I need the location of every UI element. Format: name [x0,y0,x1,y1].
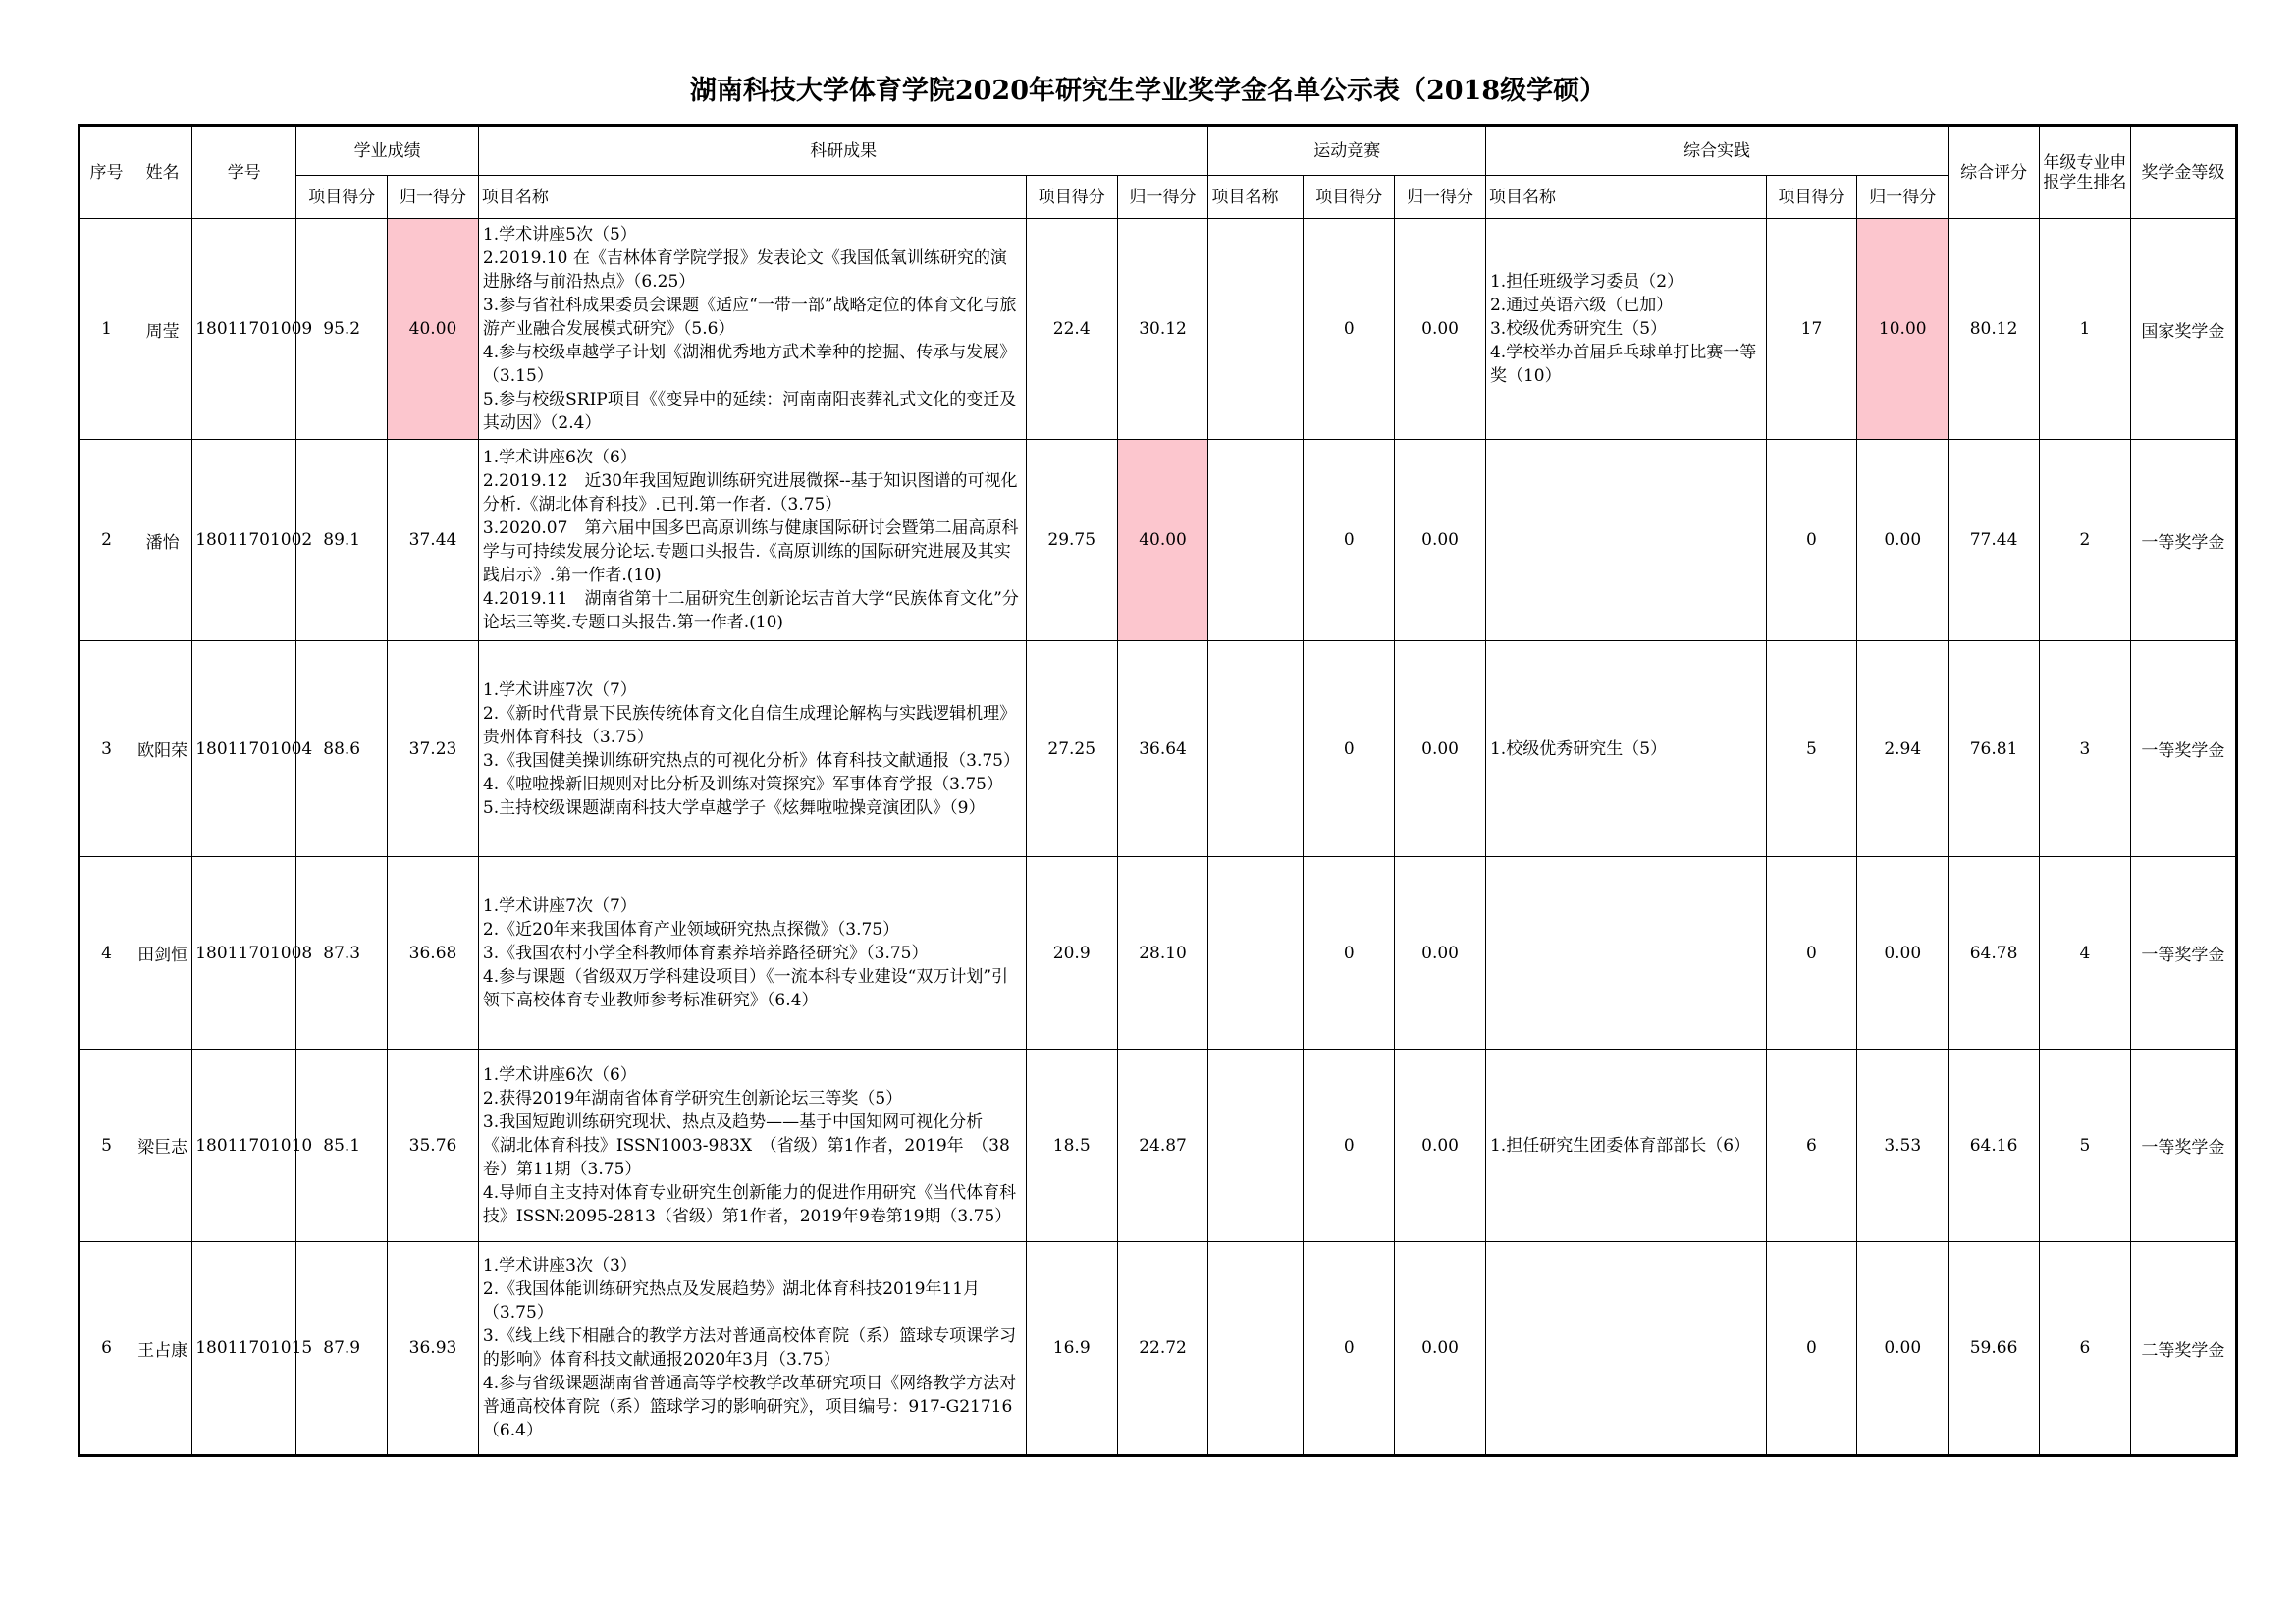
cell-id: 18011701009 [192,219,296,440]
header-res-norm: 归一得分 [1117,176,1208,219]
cell-prac-item: 17 [1766,219,1857,440]
cell-acad-item: 87.3 [296,857,388,1050]
cell-id: 18011701004 [192,641,296,857]
cell-acad-norm: 36.93 [388,1242,479,1456]
cell-level: 一等奖学金 [2130,857,2236,1050]
table-row [80,641,2237,857]
cell-total: 64.16 [1949,1050,2040,1242]
cell-level: 一等奖学金 [2130,440,2236,641]
cell-sport-norm: 0.00 [1395,641,1486,857]
table-row [80,1050,2237,1242]
header-acad-item: 项目得分 [296,176,388,219]
cell-sport-name [1208,641,1304,857]
cell-prac-norm: 0.00 [1857,857,1949,1050]
cell-acad-item: 95.2 [296,219,388,440]
cell-level: 二等奖学金 [2130,1242,2236,1456]
cell-level: 一等奖学金 [2130,1050,2236,1242]
cell-research-text: 1.学术讲座3次（3） 2.《我国体能训练研究热点及发展趋势》湖北体育科技2019年11月（3.75） 3.《线上线下相融合的教学方法对普通高校体育院（系）篮球专项课学习的影响》体育科技文献通报2020年3月（3.75） 4.参与省级课题湖南省普通高等学校教学改革研究项目《网络教学方法对普通高校体育院（系）篮球学习的影响研究》，项目编号：917-G21716（6.4） [478,1242,1026,1456]
cell-research-text: 1.学术讲座6次（6） 2.获得2019年湖南省体育学研究生创新论坛三等奖（5） 3.我国短跑训练研究现状、热点及趋势——基于中国知网可视化分析 《湖北体育科技》ISSN1003-983X （省级）第1作者，2019年 （38卷）第11期（3.75） 4.导师自主支持对体育专业研究生创新能力的促进作用研究《当代体育科技》ISSN:2095-2813（省级）第1作者，2019年9卷第19期（3.75） [478,1050,1026,1242]
cell-total: 76.81 [1949,641,2040,857]
cell-prac-item: 0 [1766,857,1857,1050]
cell-acad-norm: 35.76 [388,1050,479,1242]
cell-sport-norm: 0.00 [1395,219,1486,440]
cell-res-norm: 24.87 [1117,1050,1208,1242]
header-prac-item: 项目得分 [1766,176,1857,219]
page-title: 湖南科技大学体育学院2020年研究生学业奖学金名单公示表（2018级学硕） [689,76,1607,106]
cell-res-item: 16.9 [1026,1242,1117,1456]
cell-practice-text [1485,1242,1766,1456]
cell-total: 77.44 [1949,440,2040,641]
cell-prac-norm: 0.00 [1857,440,1949,641]
cell-prac-norm: 10.00 [1857,219,1949,440]
header-academic: 学业成绩 [296,126,479,176]
cell-sport-name [1208,1242,1304,1456]
header-prac-name: 项目名称 [1485,176,1766,219]
cell-sport-item: 0 [1304,1242,1395,1456]
cell-level: 一等奖学金 [2130,641,2236,857]
header-res-item: 项目得分 [1026,176,1117,219]
header-acad-norm: 归一得分 [388,176,479,219]
cell-prac-item: 5 [1766,641,1857,857]
cell-total: 59.66 [1949,1242,2040,1456]
cell-acad-item: 88.6 [296,641,388,857]
cell-name: 王占康 [133,1242,192,1456]
header-id: 学号 [192,126,296,219]
cell-prac-norm: 0.00 [1857,1242,1949,1456]
cell-seq: 6 [80,1242,133,1456]
cell-practice-text: 1.校级优秀研究生（5） [1485,641,1766,857]
cell-id: 18011701015 [192,1242,296,1456]
header-practice: 综合实践 [1485,126,1948,176]
cell-name: 欧阳荣 [133,641,192,857]
cell-rank: 5 [2039,1050,2130,1242]
header-sport-norm: 归一得分 [1395,176,1486,219]
cell-total: 64.78 [1949,857,2040,1050]
header-seq: 序号 [80,126,133,219]
cell-research-text: 1.学术讲座6次（6） 2.2019.12 近30年我国短跑训练研究进展微探--基于知识图谱的可视化分析.《湖北体育科技》.已刊.第一作者.（3.75） 3.2020.07 第六届中国多巴高原训练与健康国际研讨会暨第二届高原科学与可持续发展分论坛.专题口头报告.《高原训练的国际研究进展及其实践启示》.第一作者.(10) 4.2019.11 湖南省第十二届研究生创新论坛吉首大学“民族体育文化”分论坛三等奖.专题口头报告.第一作者.(10) [478,440,1026,641]
cell-res-item: 27.25 [1026,641,1117,857]
cell-sport-name [1208,1050,1304,1242]
cell-rank: 2 [2039,440,2130,641]
cell-id: 18011701010 [192,1050,296,1242]
header-res-name: 项目名称 [478,176,1026,219]
cell-acad-norm: 37.23 [388,641,479,857]
cell-res-item: 20.9 [1026,857,1117,1050]
cell-name: 潘怡 [133,440,192,641]
table-row [80,440,2237,641]
header-prac-norm: 归一得分 [1857,176,1949,219]
cell-acad-item: 85.1 [296,1050,388,1242]
cell-sport-item: 0 [1304,440,1395,641]
table-row [80,857,2237,1050]
cell-res-item: 29.75 [1026,440,1117,641]
scholarship-table [78,124,2238,1457]
cell-seq: 4 [80,857,133,1050]
cell-prac-norm: 3.53 [1857,1050,1949,1242]
cell-res-item: 18.5 [1026,1050,1117,1242]
cell-practice-text: 1.担任研究生团委体育部部长（6） [1485,1050,1766,1242]
cell-prac-item: 0 [1766,1242,1857,1456]
cell-prac-item: 0 [1766,440,1857,641]
header-research: 科研成果 [478,126,1208,176]
cell-res-norm: 30.12 [1117,219,1208,440]
cell-total: 80.12 [1949,219,2040,440]
cell-prac-item: 6 [1766,1050,1857,1242]
cell-name: 田剑恒 [133,857,192,1050]
cell-sport-name [1208,219,1304,440]
header-sports: 运动竞赛 [1208,126,1486,176]
cell-acad-norm: 36.68 [388,857,479,1050]
header-level: 奖学金等级 [2130,126,2236,219]
header-rank: 年级专业申报学生排名 [2039,126,2130,219]
header-total: 综合评分 [1949,126,2040,219]
header-sport-item: 项目得分 [1304,176,1395,219]
cell-name: 梁巨志 [133,1050,192,1242]
cell-seq: 5 [80,1050,133,1242]
cell-seq: 2 [80,440,133,641]
cell-practice-text: 1.担任班级学习委员（2） 2.通过英语六级（已加） 3.校级优秀研究生（5） 4.学校举办首届乒乓球单打比赛一等奖（10） [1485,219,1766,440]
cell-sport-norm: 0.00 [1395,1050,1486,1242]
cell-sport-norm: 0.00 [1395,857,1486,1050]
table-row [80,1242,2237,1456]
cell-sport-norm: 0.00 [1395,1242,1486,1456]
cell-level: 国家奖学金 [2130,219,2236,440]
cell-acad-norm: 40.00 [388,219,479,440]
cell-rank: 3 [2039,641,2130,857]
cell-rank: 6 [2039,1242,2130,1456]
cell-id: 18011701008 [192,857,296,1050]
cell-res-norm: 22.72 [1117,1242,1208,1456]
cell-rank: 4 [2039,857,2130,1050]
cell-practice-text [1485,857,1766,1050]
cell-name: 周莹 [133,219,192,440]
cell-acad-item: 87.9 [296,1242,388,1456]
cell-rank: 1 [2039,219,2130,440]
cell-research-text: 1.学术讲座5次（5） 2.2019.10 在《吉林体育学院学报》发表论文《我国低氧训练研究的演进脉络与前沿热点》（6.25） 3.参与省社科成果委员会课题《适应“一带一部”战略定位的体育文化与旅游产业融合发展模式研究》（5.6） 4.参与校级卓越学子计划《湖湘优秀地方武术拳种的挖掘、传承与发展》（3.15） 5.参与校级SRIP项目《《变异中的延续：河南南阳丧葬礼式文化的变迁及其动因》（2.4） [478,219,1026,440]
header-sport-name: 项目名称 [1208,176,1304,219]
cell-res-norm: 36.64 [1117,641,1208,857]
header-name: 姓名 [133,126,192,219]
cell-acad-item: 89.1 [296,440,388,641]
cell-sport-item: 0 [1304,1050,1395,1242]
cell-id: 18011701002 [192,440,296,641]
cell-sport-item: 0 [1304,219,1395,440]
cell-sport-name [1208,857,1304,1050]
cell-research-text: 1.学术讲座7次（7） 2.《近20年来我国体育产业领域研究热点探微》（3.75） 3.《我国农村小学全科教师体育素养培养路径研究》（3.75） 4.参与课题（省级双万学科建设项目）《一流本科专业建设“双万计划”引领下高校体育专业教师参考标准研究》（6.4） [478,857,1026,1050]
cell-research-text: 1.学术讲座7次（7） 2.《新时代背景下民族传统体育文化自信生成理论解构与实践逻辑机理》贵州体育科技（3.75） 3.《我国健美操训练研究热点的可视化分析》体育科技文献通报（3.75） 4.《啦啦操新旧规则对比分析及训练对策探究》军事体育学报（3.75） 5.主持校级课题湖南科技大学卓越学子《炫舞啦啦操竞演团队》（9） [478,641,1026,857]
cell-acad-norm: 37.44 [388,440,479,641]
cell-practice-text [1485,440,1766,641]
cell-prac-norm: 2.94 [1857,641,1949,857]
cell-sport-name [1208,440,1304,641]
cell-res-norm: 40.00 [1117,440,1208,641]
cell-sport-item: 0 [1304,641,1395,857]
cell-seq: 3 [80,641,133,857]
cell-sport-norm: 0.00 [1395,440,1486,641]
cell-res-norm: 28.10 [1117,857,1208,1050]
cell-seq: 1 [80,219,133,440]
cell-res-item: 22.4 [1026,219,1117,440]
cell-sport-item: 0 [1304,857,1395,1050]
table-row [80,219,2237,440]
